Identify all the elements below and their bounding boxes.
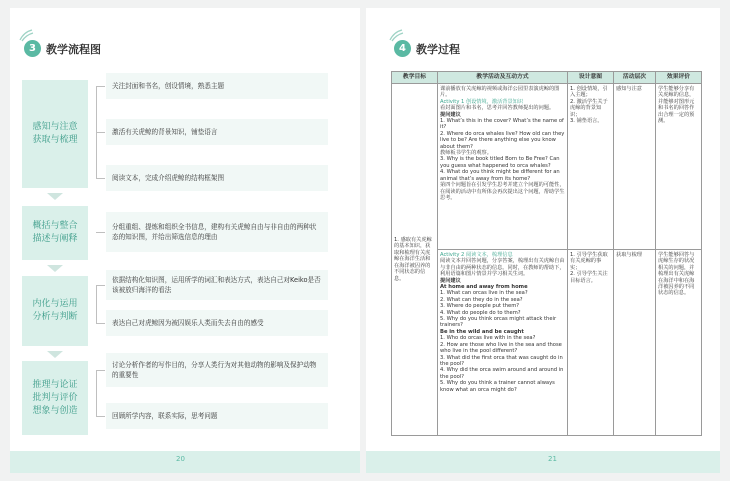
table-header-row: [392, 72, 702, 84]
bracket-tick: [96, 416, 105, 417]
stage-2: 概括与整合 描述与阐释: [22, 206, 88, 260]
section-title: 教学流程图: [46, 42, 101, 56]
stage-4: 推理与论证 批判与评价 想象与创造: [22, 361, 88, 435]
activity-box: 激活有关虎鲸的背景知识，铺垫语言: [106, 119, 328, 145]
column-header: 教学目标: [392, 72, 438, 84]
bracket-tick: [96, 178, 105, 179]
lesson-table: [391, 71, 702, 436]
section-title: 教学过程: [416, 42, 460, 56]
left-section-header: [24, 40, 101, 57]
activity-box: 依据结构化知识图，运用所学的词汇和表达方式，表达自己对Keiko是否该被放归海洋的看法: [106, 270, 328, 300]
eval-cell: 学生能够分享有关虎鲸的信息，并能够对图形元和书名的回答作出合理一定的预测。: [656, 84, 702, 250]
right-page: [366, 8, 720, 473]
wave-icon: [18, 28, 36, 42]
section-number: 4: [394, 40, 411, 57]
stage-1: 感知与注意 获取与梳理: [22, 80, 88, 188]
page-footer: [10, 451, 360, 473]
table-row: [392, 84, 702, 250]
bracket-line: [96, 370, 97, 416]
level-cell: 获取与梳理: [614, 250, 656, 436]
activity-cell: 课前播放有关虎鲸的视频或海洋公园里表演虎鲸的图片。 Activity 1 创设情境，激活背景知识 看封面图片和书名，思考并回答教师提出的问题。 提问建议 1. What’s this in the cover? What’s the name of it? 2. Where do orca whales live? How old can they live to be? Are there anything else you know about them? 教师板书学生的观察。 3. Why is the book titled Born to Be Free? Can you guess what happened to orca whales? 4. What do you think might be different for an animal that’s away from its home? 第四个问题旨在引发学生思考并建立个问题的可能性，在阅读的活动中有所体会再次提出这个问题，帮助学生思考。: [438, 84, 568, 250]
bracket-tick: [96, 285, 105, 286]
activity-box: 讨论分析作者的写作目的，分享人类行为对其他动物的影响及保护动物的重要性: [106, 353, 328, 387]
column-header: 教学活动及互动方式: [438, 72, 568, 84]
right-section-header: [394, 40, 460, 57]
eval-cell: 学生能够回答与虎鲸生存的状况相关的问题，并梳理出有关虎鲸在海洋中和在海洋被囚养的不同状态的信息。: [656, 250, 702, 436]
page-footer: [366, 451, 720, 473]
level-cell: 感知与注意: [614, 84, 656, 250]
column-header: 活动层次: [614, 72, 656, 84]
table-row: [392, 250, 702, 436]
bracket-tick: [96, 232, 105, 233]
activity-cell: Activity 2 阅读文本，梳理信息 阅读文本并回答问题，分享答案，梳理出有关虎鲸自由与非自由的两种状态的信息。同时，在教师的帮助下，利用语篇和图片情景并学习相关生词。 提问建议 At home and away from home 1. What can orcas live in the sea? 2. What can they do in the sea? 3. Where do people put them? 4. What do people do to them? 5. Why do you think orcas might attack their trainers? Be in the wild and be caught 1. Who do orcas live with in the sea? 2. How are those who live in the sea and those who live in the pool different? 3. What did the first orca that was caught do in the pool? 4. Why did the orca swim around and around in the pool? 5. Why do you think a trainer cannot always know what an orca might do?: [438, 250, 568, 436]
activity-box: 分组重组、提炼和组织全书信息，建构有关虎鲸自由与非自由的两种状态的知识图，并给出筛选信息的理由: [106, 212, 328, 252]
left-page: [10, 8, 360, 473]
section-number: 3: [24, 40, 41, 57]
page-number: 20: [176, 455, 185, 463]
activity-box: 阅读文本，完成介绍虎鲸的结构框架图: [106, 165, 328, 191]
arrow-down-icon: [47, 193, 63, 200]
column-header: 效果评价: [656, 72, 702, 84]
stage-3: 内化与运用 分析与判断: [22, 276, 88, 346]
page-number: 21: [548, 455, 557, 463]
activity-box: 回顾所学内容，联系实际，思考问题: [106, 403, 328, 429]
goal-cell: 1. 感取有关虎鲸的基本知识，获取和梳理有关虎鲸在海洋生活和在海洋被囚养的不同状态的信息。: [392, 84, 438, 436]
bracket-tick: [96, 132, 105, 133]
column-header: 设计意图: [568, 72, 614, 84]
wave-icon: [388, 28, 406, 42]
intent-cell: 1. 引导学生获取有关虎鲸的事实； 2. 引导学生关注目标语言。: [568, 250, 614, 436]
bracket-tick: [96, 86, 105, 87]
arrow-down-icon: [47, 351, 63, 358]
bracket-line: [96, 285, 97, 323]
bracket-tick: [96, 370, 105, 371]
activity-box: 关注封面和书名，创设情境，熟悉主题: [106, 73, 328, 99]
intent-cell: 1. 创设情境，引入主题； 2. 激活学生关于虎鲸的背景知识； 3. 铺垫语言。: [568, 84, 614, 250]
activity-box: 表达自己对虎鲸因为被囚娱乐人类而失去自由的感受: [106, 310, 328, 336]
arrow-down-icon: [47, 265, 63, 272]
bracket-tick: [96, 323, 105, 324]
